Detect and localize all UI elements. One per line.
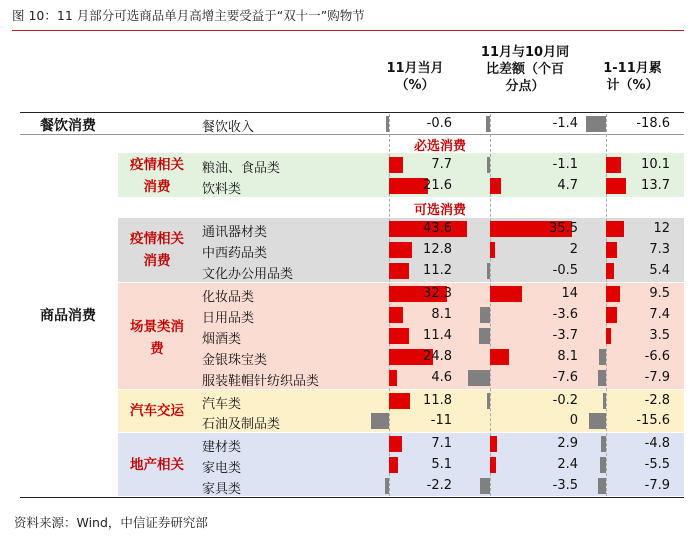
row-label: 石油及制品类	[202, 417, 281, 432]
header-diff	[460, 44, 590, 95]
table-row	[0, 368, 696, 389]
row-label: 烟酒类	[202, 332, 242, 347]
row-label: 化妆品类	[202, 290, 255, 305]
value-col2: -0.5	[552, 263, 578, 278]
value-col3: 10.1	[641, 157, 670, 172]
row-label: 服装鞋帽针纺织品类	[202, 374, 320, 389]
value-col2: -3.6	[552, 307, 578, 322]
value-col3: -7.9	[644, 370, 670, 385]
value-col2: 0	[569, 413, 578, 428]
figure-caption: 图 10：11 月部分可选商品单月高增主要受益于“双十一”购物节	[12, 6, 684, 31]
group-estate: 地产相关	[130, 457, 184, 473]
value-col1: 4.6	[431, 370, 452, 385]
value-col1: 12.8	[423, 242, 452, 257]
value-col3: -7.9	[644, 478, 670, 493]
value-col3: 7.3	[649, 242, 670, 257]
value-col1: 7.1	[431, 436, 452, 451]
header-monthly	[360, 60, 470, 94]
source-note: 资料来源：Wind，中信证券研究部	[14, 515, 208, 530]
value-col2: -1.1	[552, 157, 578, 172]
value-col3: 13.7	[641, 178, 670, 193]
group-covid-essential-line1: 疫情相关	[130, 157, 184, 173]
table-row	[0, 326, 696, 347]
group-covid-essential-line2: 消费	[143, 179, 171, 195]
value-col2: 8.1	[557, 349, 578, 364]
value-col1: -2.2	[426, 478, 452, 493]
group-covid-optional-line1: 疫情相关	[130, 231, 184, 247]
header-cumulative-line1: 1-11月累	[603, 61, 662, 76]
group-covid-optional-line2: 消费	[143, 253, 171, 269]
value-col3: 5.4	[649, 263, 670, 278]
header-diff-line3: 分点）	[505, 79, 545, 94]
value-col2: -3.5	[552, 478, 578, 493]
table-row	[0, 284, 696, 305]
table-row	[0, 411, 696, 432]
table-row	[0, 476, 696, 497]
table-row	[0, 391, 696, 412]
header-monthly-line1: 11月当月	[386, 61, 444, 76]
value-col3: -4.8	[644, 436, 670, 451]
header-cumulative	[585, 60, 680, 94]
table-row	[0, 176, 696, 197]
bar-col3	[600, 457, 606, 473]
section-essential: 必选消费	[413, 139, 466, 154]
rule-table-bottom	[20, 497, 684, 498]
bar-col3	[598, 478, 606, 494]
value-col2: -7.6	[552, 370, 578, 385]
header-monthly-line2: （%）	[395, 78, 435, 93]
value-col1: 11.2	[423, 263, 452, 278]
bar-col2	[480, 307, 490, 323]
table-row	[0, 434, 696, 455]
value-col1: 7.7	[431, 157, 452, 172]
header-cumulative-line2: 计（%）	[606, 78, 659, 93]
value-col2: -0.2	[552, 393, 578, 408]
value-col2: 2.4	[557, 457, 578, 472]
row-label: 中西药品类	[202, 246, 268, 261]
rule-header-bottom	[20, 112, 684, 113]
value-col3: -2.8	[644, 393, 670, 408]
value-col3: 9.5	[649, 286, 670, 301]
bar-col3	[589, 413, 606, 429]
value-col1: -11	[430, 413, 452, 428]
value-col3: -18.6	[636, 116, 670, 131]
row-label: 金银珠宝类	[202, 353, 268, 368]
value-col1: 11.4	[423, 328, 452, 343]
value-col2: 2	[569, 242, 578, 257]
value-col1: 32.3	[423, 286, 452, 301]
row-label: 建材类	[202, 440, 242, 455]
row-label: 文化办公用品类	[202, 267, 294, 282]
group-scene-line1: 场景类消	[130, 319, 184, 335]
value-col1: 11.8	[423, 393, 452, 408]
table-row	[0, 114, 696, 135]
row-label: 饮料类	[202, 182, 242, 197]
category-dining: 餐饮消费	[40, 118, 96, 134]
value-col2: 4.7	[557, 178, 578, 193]
row-label: 家电类	[202, 461, 242, 476]
bar-col3	[598, 370, 606, 386]
value-col2: -3.7	[552, 328, 578, 343]
row-label: 通讯器材类	[202, 225, 268, 240]
value-col1: 43.6	[423, 221, 452, 236]
table-row	[0, 219, 696, 240]
value-col3: 3.5	[649, 328, 670, 343]
header-diff-line2: 比差额（个百	[485, 62, 564, 77]
value-col3: -6.6	[644, 349, 670, 364]
row-label: 汽车类	[202, 397, 242, 412]
table-row	[0, 155, 696, 176]
value-col2: 14	[561, 286, 578, 301]
value-col1: -0.6	[426, 116, 452, 131]
table-row	[0, 347, 696, 368]
value-col3: -5.5	[644, 457, 670, 472]
section-optional: 可选消费	[413, 203, 466, 218]
bar-col2	[480, 478, 490, 494]
value-col1: 8.1	[431, 307, 452, 322]
table-row	[0, 305, 696, 326]
bar-col3	[603, 393, 606, 409]
header-diff-line1: 11月与10月同	[480, 45, 570, 60]
value-col3: 12	[653, 221, 670, 236]
row-label: 日用品类	[202, 311, 255, 326]
group-scene-line2: 费	[150, 341, 164, 357]
row-label: 粮油、食品类	[202, 161, 281, 176]
bar-col2	[479, 328, 490, 344]
group-auto: 汽车交运	[130, 403, 184, 419]
row-label: 家具类	[202, 482, 242, 497]
value-col2: 2.9	[557, 436, 578, 451]
value-col2: 35.5	[549, 221, 578, 236]
category-goods: 商品消费	[40, 308, 96, 324]
bar-col2	[468, 370, 490, 386]
bar-col3	[599, 349, 606, 365]
bar-col3	[601, 436, 606, 452]
value-col3: -15.6	[636, 413, 670, 428]
bar-col3	[586, 116, 606, 132]
table-row	[0, 240, 696, 261]
table-row	[0, 455, 696, 476]
value-col2: -1.4	[552, 116, 578, 131]
value-col1: 5.1	[431, 457, 452, 472]
row-label: 餐饮收入	[202, 120, 255, 135]
table-row	[0, 261, 696, 282]
value-col3: 7.4	[649, 307, 670, 322]
value-col1: 24.8	[423, 349, 452, 364]
value-col1: 21.6	[423, 178, 452, 193]
